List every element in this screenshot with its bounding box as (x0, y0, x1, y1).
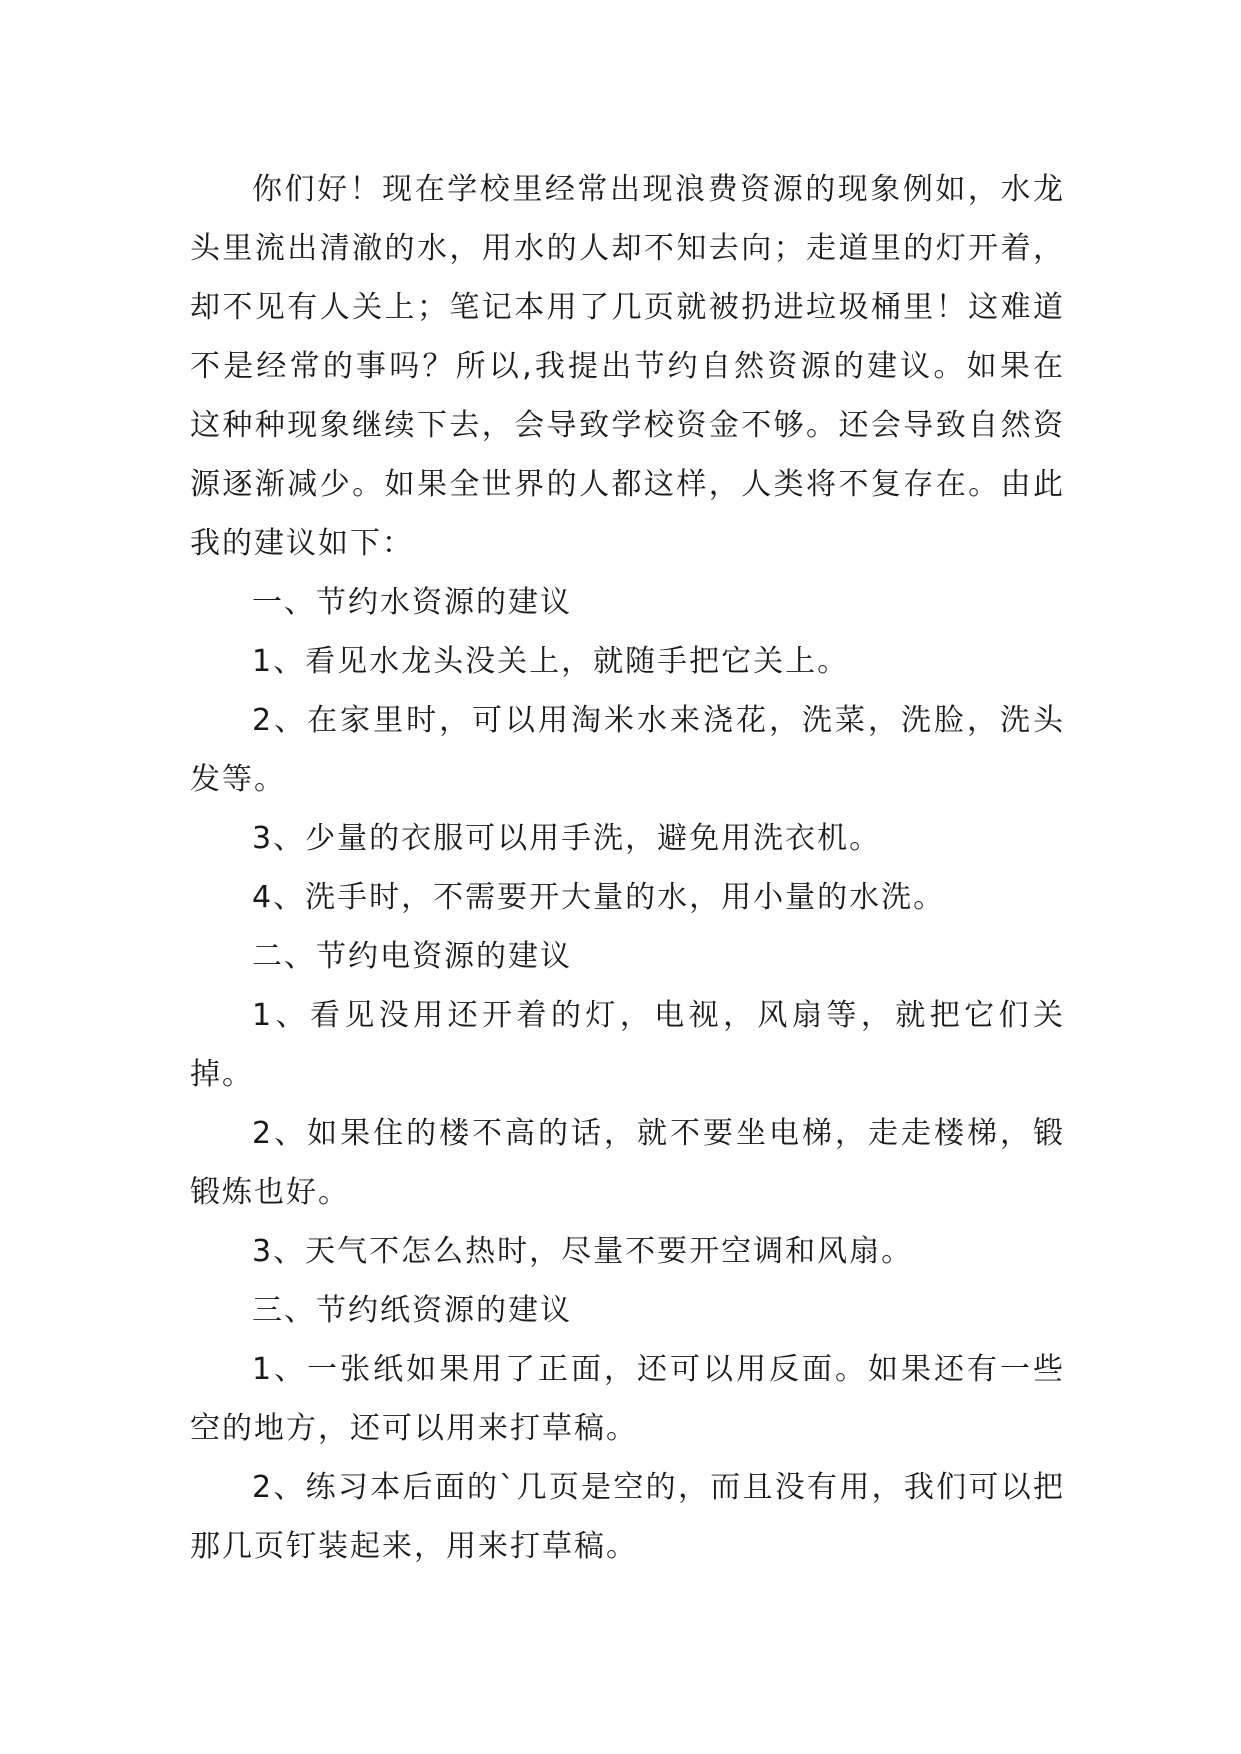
paper-item-1: 1、一张纸如果用了正面，还可以用反面。如果还有一些空的地方，还可以用来打草稿。 (190, 1352, 1065, 1446)
water-item-2: 2、在家里时，可以用淘米水来浇花，洗菜，洗脸，洗头发等。 (190, 703, 1065, 797)
intro-paragraph: 你们好！现在学校里经常出现浪费资源的现象例如，水龙头里流出清澈的水，用水的人却不知去向；走道里的灯开着，却不见有人关上；笔记本用了几页就被扔进垃圾桶里！这难道不是经常的事吗？所以,我提出节约自然资源的建议。如果在这种种现象继续下去，会导致学校资金不够。还会导致自然资源逐渐减少。如果全世界的人都这样，人类将不复存在。由此我的建议如下： (190, 172, 1065, 561)
document-body (190, 160, 1065, 1576)
water-item-3: 3、少量的衣服可以用手洗，避免用洗衣机。 (252, 821, 882, 856)
electricity-item-3: 3、天气不怎么热时，尽量不要开空调和风扇。 (252, 1234, 914, 1269)
paper-item-2: 2、练习本后面的`几页是空的，而且没有用，我们可以把那几页钉装起来，用来打草稿。 (190, 1470, 1065, 1564)
electricity-item-2: 2、如果住的楼不高的话，就不要坐电梯，走走楼梯，锻锻炼也好。 (190, 1116, 1065, 1210)
section-heading-paper: 三、节约纸资源的建议 (252, 1293, 572, 1328)
water-item-4: 4、洗手时，不需要开大量的水，用小量的水洗。 (252, 880, 946, 915)
section-heading-electricity: 二、节约电资源的建议 (252, 939, 572, 974)
electricity-item-1: 1、看见没用还开着的灯，电视，风扇等，就把它们关掉。 (190, 998, 1065, 1092)
water-item-1: 1、看见水龙头没关上，就随手把它关上。 (252, 644, 850, 679)
section-heading-water: 一、节约水资源的建议 (252, 585, 572, 620)
